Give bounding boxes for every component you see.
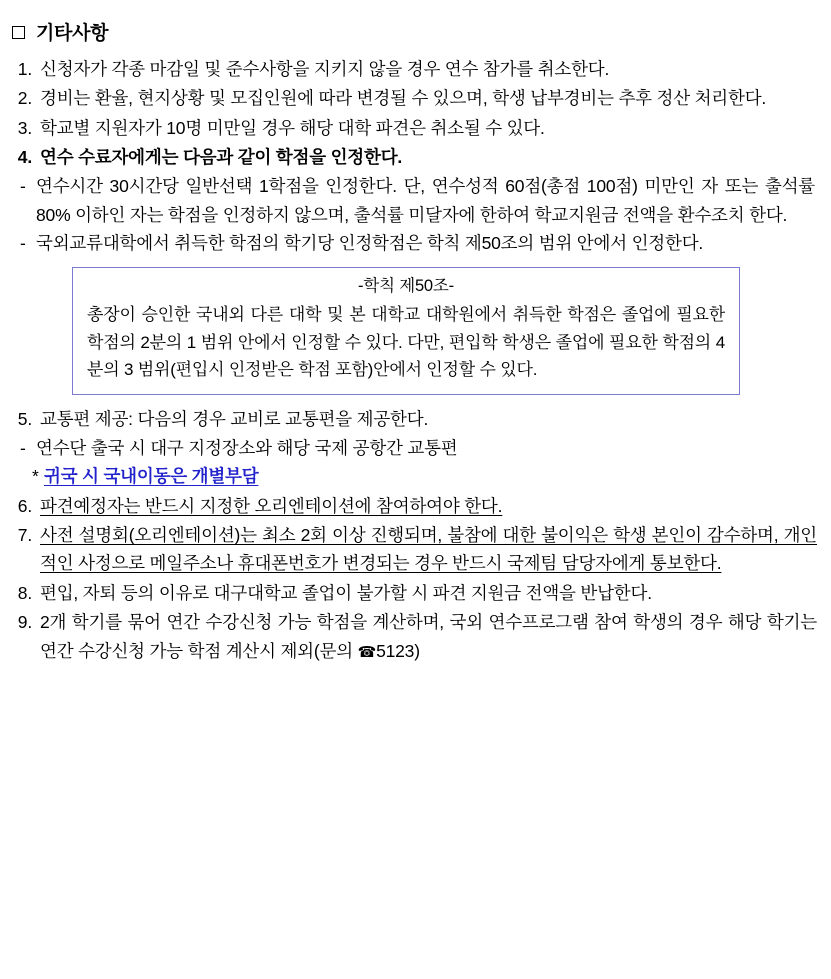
list-item bbox=[10, 492, 817, 520]
sub-item-text: 국외교류대학에서 취득한 학점의 학기당 인정학점은 학칙 제50조의 범위 안에서 인정한다. bbox=[36, 233, 704, 254]
sub-list-item bbox=[10, 172, 817, 229]
sub-item-text: 연수시간 30시간당 일반선택 1학점을 인정한다. 단, 연수성적 60점(총점 100점) 미만인 자 또는 출석률 80% 이하인 자는 학점을 인정하지 않으며, 출석률 미달자에 한하여 학교지원금 전액을 환수조치 한다. bbox=[36, 176, 815, 225]
item-text: 학교별 지원자가 10명 미만일 경우 해당 대학 파견은 취소될 수 있다. bbox=[40, 117, 545, 138]
item-number: 3. bbox=[17, 117, 32, 138]
notice-list bbox=[10, 55, 817, 665]
page-title bbox=[12, 18, 817, 45]
item-text-part-b: ) bbox=[414, 640, 420, 661]
telephone-icon: ☎ bbox=[357, 642, 377, 661]
item-text: 편입, 자퇴 등의 이유로 대구대학교 졸업이 불가할 시 파견 지원금 전액을 반납한다. bbox=[40, 582, 652, 603]
sub-item-text: 연수단 출국 시 대구 지정장소와 해당 국제 공항간 교통편 bbox=[36, 438, 458, 459]
item-text: 교통편 제공: 다음의 경우 교비로 교통편을 제공한다. bbox=[40, 408, 429, 429]
item-text: 파견예정자는 반드시 지정한 오리엔테이션에 참여하여야 한다. bbox=[40, 495, 503, 516]
quote-title: -학칙 제50조- bbox=[358, 277, 454, 296]
sub-item-dash: - bbox=[20, 176, 26, 197]
note-text: 귀국 시 국내이동은 개별부담 bbox=[44, 466, 259, 487]
item-text bbox=[40, 608, 817, 665]
item-number: 7. bbox=[17, 525, 32, 546]
telephone-number: 5123 bbox=[376, 640, 415, 661]
item-number: 1. bbox=[17, 59, 32, 79]
item-text: 신청자가 각종 마감일 및 준수사항을 지키지 않을 경우 연수 참가를 취소한다. bbox=[40, 59, 610, 79]
sub-list-container bbox=[10, 172, 817, 394]
list-item bbox=[10, 114, 817, 142]
list-item bbox=[10, 405, 817, 433]
sub-list-item bbox=[10, 434, 817, 462]
item-text: 경비는 환율, 현지상황 및 모집인원에 따라 변경될 수 있으며, 학생 납부경비는 추후 정산 처리한다. bbox=[40, 88, 767, 109]
asterisk-icon: * bbox=[32, 466, 39, 487]
square-bullet-icon bbox=[12, 26, 25, 39]
item-number: 6. bbox=[17, 495, 32, 516]
item-number: 4. bbox=[17, 147, 32, 168]
item-text: 사전 설명회(오리엔테이션)는 최소 2회 이상 진행되며, 불참에 대한 불이익은 학생 본인이 감수하며, 개인적인 사정으로 메일주소나 휴대폰번호가 변경되는 경우 반드시 국제팀 담당자에게 통보한다. bbox=[40, 525, 817, 574]
list-item bbox=[10, 84, 817, 112]
regulation-quote-box bbox=[72, 267, 740, 394]
list-item bbox=[10, 521, 817, 578]
item-number: 8. bbox=[17, 582, 32, 603]
section-title-text: 기타사항 bbox=[36, 23, 109, 44]
sub-list bbox=[10, 434, 817, 462]
item-text-part-a: 2개 학기를 묶어 연간 수강신청 가능 학점을 계산하며, 국외 연수프로그램 참여 학생의 경우 해당 학기는 연간 수강신청 가능 학점 계산시 제외(문의 bbox=[40, 612, 817, 661]
quote-text: 총장이 승인한 국내외 다른 대학 및 본 대학교 대학원에서 취득한 학점은 졸업에 필요한 학점의 2분의 1 범위 안에서 인정할 수 있다. 다만, 편입학 학생은 졸업에 필요한 학점의 4분의 3 범위(편입시 인정받은 학점 포함)안에서 인정할 수 있다. bbox=[87, 305, 725, 380]
list-item bbox=[10, 579, 817, 607]
list-item bbox=[10, 143, 817, 171]
note-line bbox=[10, 462, 817, 490]
sub-item-dash: - bbox=[20, 233, 26, 254]
sub-list-item bbox=[10, 229, 817, 257]
item-text: 연수 수료자에게는 다음과 같이 학점을 인정한다. bbox=[40, 147, 403, 168]
item-number: 5. bbox=[17, 408, 32, 429]
sub-list bbox=[10, 172, 817, 257]
list-item bbox=[10, 55, 817, 83]
sub-list-container bbox=[10, 434, 817, 491]
item-number: 9. bbox=[17, 612, 32, 633]
item-number: 2. bbox=[17, 88, 32, 109]
list-item bbox=[10, 608, 817, 665]
sub-item-dash: - bbox=[20, 438, 26, 459]
